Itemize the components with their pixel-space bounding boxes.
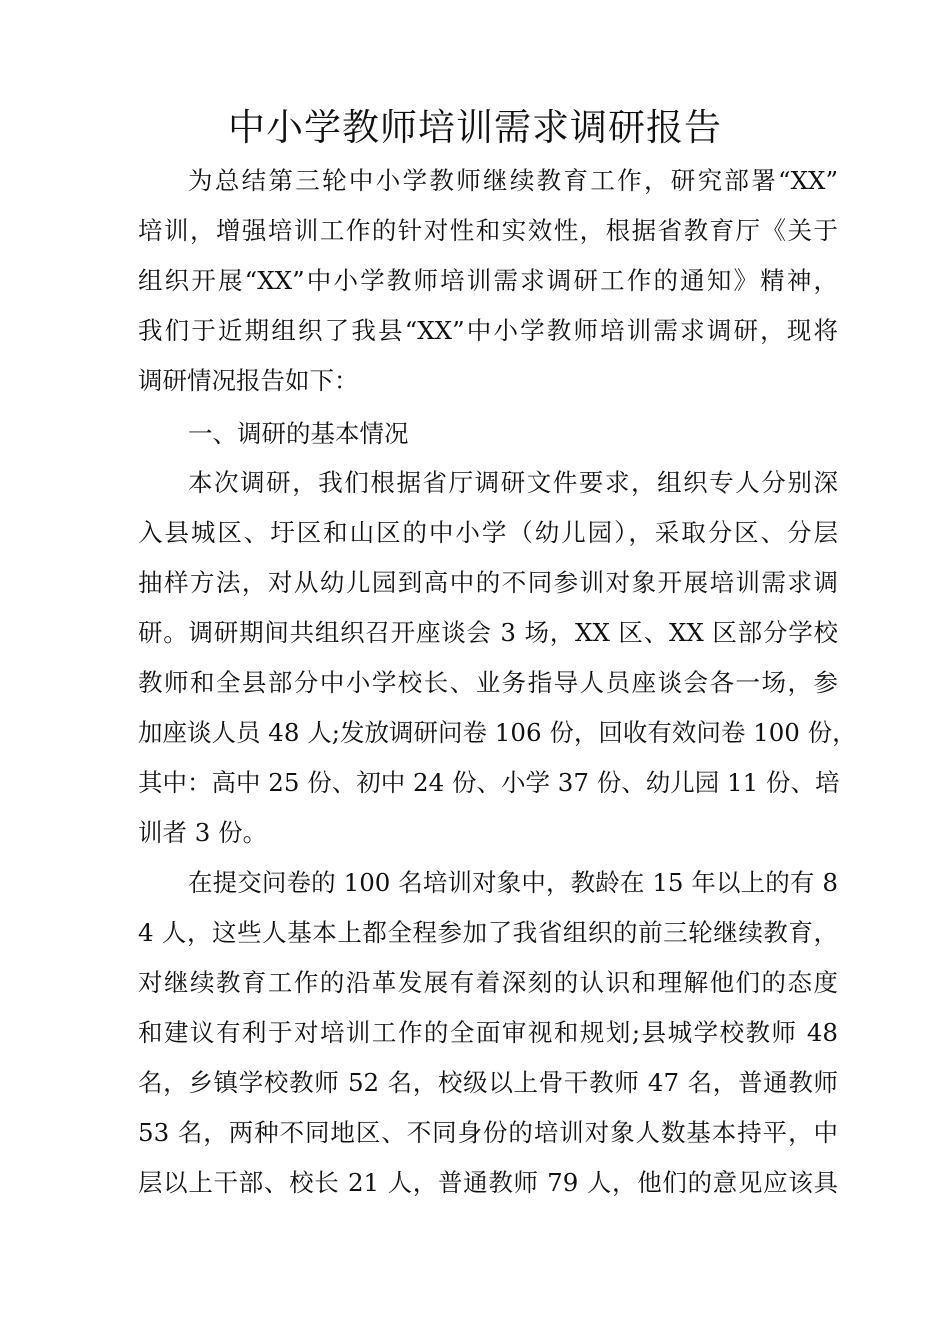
paragraph-line: 其中：高中 25 份、初中 24 份、小学 37 份、幼儿园 11 份、培 [138,768,840,797]
paragraph-line: 本次调研，我们根据省厅调研文件要求，组织专人分别深 [188,468,838,497]
paragraph-line: 研。调研期间共组织召开座谈会 3 场，XX 区、XX 区部分学校 [138,618,838,647]
paragraph-line: 教师和全县部分中小学校长、业务指导人员座谈会各一场，参 [138,668,838,697]
paragraph-line: 加座谈人员 48 人;发放调研问卷 106 份，回收有效问卷 100 份， [138,718,857,747]
paragraph-line: 层以上干部、校长 21 人，普通教师 79 人，他们的意见应该具 [138,1168,838,1197]
document-title: 中小学教师培训需求调研报告 [228,106,722,149]
paragraph-line: 53 名，两种不同地区、不同身份的培训对象人数基本持平，中 [138,1118,838,1147]
paragraph-line: 名，乡镇学校教师 52 名，校级以上骨干教师 47 名，普通教师 [138,1068,838,1097]
paragraph-line: 组织开展“XX”中小学教师培训需求调研工作的通知》精神， [138,266,838,295]
paragraph-line: 在提交问卷的 100 名培训对象中，教龄在 15 年以上的有 8 [188,868,838,897]
paragraph-line: 调研情况报告如下： [138,366,359,395]
section-heading: 一、调研的基本情况 [188,419,409,448]
paragraph-line: 为总结第三轮中小学教师继续教育工作，研究部署“XX” [188,166,838,195]
paragraph-line: 和建议有利于对培训工作的全面审视和规划;县城学校教师 48 [138,1018,838,1047]
paragraph-line: 抽样方法，对从幼儿园到高中的不同参训对象开展培训需求调 [138,568,838,597]
paragraph-line: 我们于近期组织了我县“XX”中小学教师培训需求调研，现将 [138,316,838,345]
paragraph-line: 培训，增强培训工作的针对性和实效性，根据省教育厅《关于 [138,216,838,245]
paragraph-line: 入县城区、圩区和山区的中小学（幼儿园），采取分区、分层 [138,518,838,547]
paragraph-line: 4 人，这些人基本上都全程参加了我省组织的前三轮继续教育， [138,918,838,947]
paragraph-line: 训者 3 份。 [138,818,268,847]
paragraph-line: 对继续教育工作的沿革发展有着深刻的认识和理解他们的态度 [138,968,838,997]
